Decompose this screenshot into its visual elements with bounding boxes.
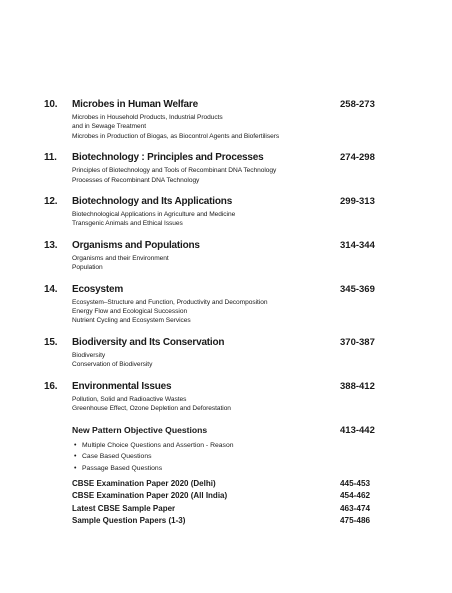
paper-title: CBSE Examination Paper 2020 (Delhi) [72, 479, 216, 488]
chapter-11-entry [44, 151, 384, 185]
bullet-icon: • [74, 464, 77, 472]
list-item-label: Multiple Choice Questions and Assertion - Reason [82, 441, 234, 449]
list-item [74, 451, 384, 463]
chapter-number: 14. [44, 283, 58, 295]
chapter-title: Ecosystem [72, 283, 124, 295]
chapter-title: Biotechnology : Principles and Processes [72, 152, 264, 164]
chapter-heading [44, 239, 384, 252]
bullet-list [74, 440, 384, 475]
paper-page-range: 463-474 [340, 503, 371, 513]
paper-page-range: 454-462 [340, 491, 371, 501]
chapter-heading [44, 98, 384, 111]
chapter-number: 13. [44, 239, 58, 251]
paper-entry [44, 478, 384, 490]
paper-page-range: 445-453 [340, 479, 371, 488]
section-page-range: 413-442 [340, 424, 375, 436]
subtopic-line: Biotechnological Applications in Agriculture and Medicine [72, 211, 236, 219]
chapter-16-entry [44, 380, 384, 414]
chapter-subtopics [72, 210, 384, 229]
subtopic-line: Pollution, Solid and Radioactive Wastes [72, 395, 187, 403]
chapter-heading [44, 195, 384, 208]
list-item [74, 463, 384, 475]
chapter-10-entry [44, 98, 384, 141]
paper-entry [44, 515, 384, 527]
subtopic-line: Ecosystem–Structure and Function, Productivity and Decomposition [72, 298, 268, 306]
paper-title: Latest CBSE Sample Paper [72, 503, 176, 513]
chapter-14-entry [44, 283, 384, 326]
table-of-contents [44, 98, 384, 528]
chapter-page-range: 314-344 [340, 239, 375, 251]
subtopic-line: Conservation of Biodiversity [72, 361, 153, 369]
chapter-subtopics [72, 166, 384, 185]
bullet-icon: • [74, 441, 77, 449]
subtopic-line: Population [72, 264, 103, 272]
chapter-13-entry [44, 239, 384, 273]
chapter-subtopics [72, 395, 384, 414]
subtopic-line: Microbes in Production of Biogas, as Biocontrol Agents and Biofertilisers [72, 132, 280, 140]
chapter-subtopics [72, 113, 384, 141]
paper-entry [44, 503, 384, 515]
chapter-number: 15. [44, 336, 58, 348]
subtopic-line: Organisms and their Environment [72, 254, 169, 262]
chapter-15-entry [44, 336, 384, 370]
chapter-number: 16. [44, 380, 58, 392]
chapter-title: Organisms and Populations [72, 239, 200, 251]
chapter-number: 11. [44, 152, 57, 164]
chapter-page-range: 258-273 [340, 99, 375, 110]
objective-questions-heading [44, 424, 384, 437]
subtopic-line: Principles of Biotechnology and Tools of Recombinant DNA Technology [72, 167, 277, 175]
paper-title: Sample Question Papers (1-3) [72, 516, 186, 526]
chapter-number: 12. [44, 196, 58, 208]
chapter-title: Environmental Issues [72, 380, 172, 392]
chapter-heading [44, 336, 384, 349]
chapter-page-range: 370-387 [340, 336, 375, 348]
chapter-subtopics [72, 254, 384, 273]
bullet-icon: • [74, 453, 77, 460]
chapter-heading [44, 151, 384, 164]
chapter-title: Biotechnology and Its Applications [72, 196, 233, 208]
chapter-subtopics [72, 298, 384, 326]
subtopic-line: Microbes in Household Products, Industrial Products [72, 114, 223, 121]
subtopic-line: Energy Flow and Ecological Succession [72, 308, 188, 316]
list-item [74, 440, 384, 452]
chapter-page-range: 388-412 [340, 380, 375, 392]
list-item-label: Passage Based Questions [82, 464, 163, 472]
chapter-number: 10. [44, 99, 58, 110]
list-item-label: Case Based Questions [82, 453, 152, 460]
chapter-heading [44, 380, 384, 393]
chapter-page-range: 274-298 [340, 152, 375, 164]
chapter-page-range: 345-369 [340, 283, 375, 295]
paper-page-range: 475-486 [340, 516, 371, 526]
chapter-heading [44, 283, 384, 296]
chapter-title: Biodiversity and Its Conservation [72, 336, 225, 348]
chapter-title: Microbes in Human Welfare [72, 99, 198, 110]
subtopic-line: and in Sewage Treatment [72, 123, 146, 131]
objective-questions-section [44, 424, 384, 528]
subtopic-line: Processes of Recombinant DNA Technology [72, 176, 200, 184]
chapter-subtopics [72, 351, 384, 370]
subtopic-line: Biodiversity [72, 351, 106, 359]
chapter-page-range: 299-313 [340, 196, 375, 208]
paper-title: CBSE Examination Paper 2020 (All India) [72, 491, 228, 501]
section-title: New Pattern Objective Questions [72, 424, 208, 435]
subtopic-line: Transgenic Animals and Ethical Issues [72, 220, 183, 228]
paper-entry [44, 490, 384, 502]
subtopic-line: Greenhouse Effect, Ozone Depletion and Deforestation [72, 405, 231, 413]
chapter-12-entry [44, 195, 384, 229]
subtopic-line: Nutrient Cycling and Ecosystem Services [72, 317, 191, 325]
